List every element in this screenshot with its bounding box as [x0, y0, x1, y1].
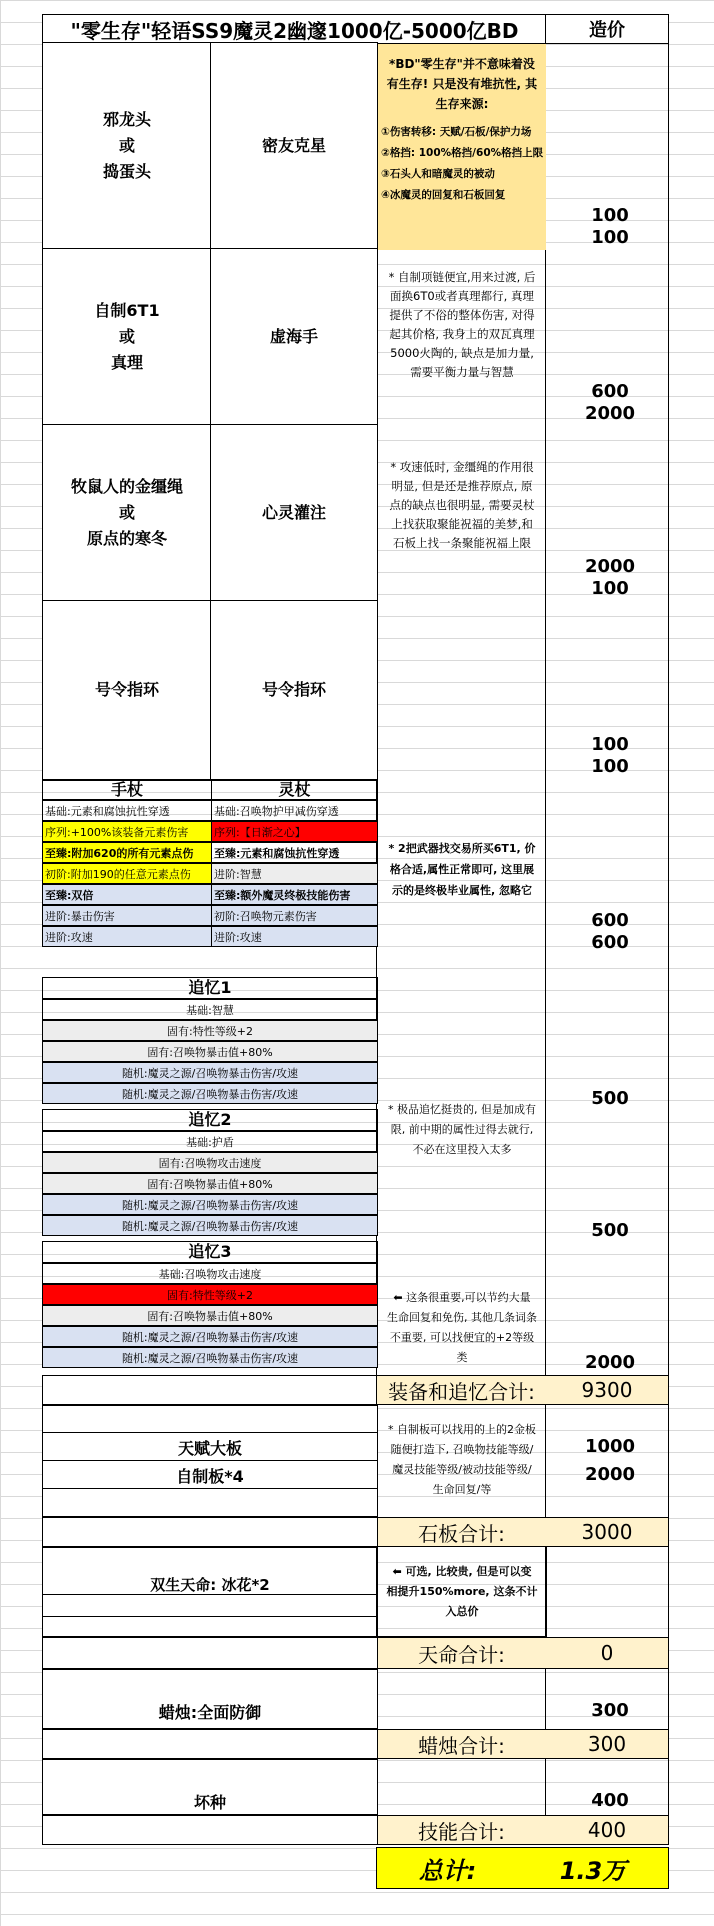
sheet-title: "零生存"轻语SS9魔灵2幽邃1000亿-5000亿BD: [42, 14, 547, 44]
staff-affix: 进阶:攻速: [42, 926, 212, 947]
fate-note-border: [376, 1547, 547, 1637]
candle-sum-value: 300: [587, 1732, 627, 1756]
amulet-note: * 自制项链便宜,用来过渡, 后 面换6T0或者真理都行, 真理 提供了不俗的整体伤害, 对得 起其价格, 我身上的双瓦真理 5000火陶的, 缺点是加力量, 需要平衡力量与智慧: [388, 270, 536, 379]
gear-sum-label: 装备和追忆合计:: [388, 1379, 535, 1404]
price-8: 100: [591, 756, 629, 777]
blank-row: [42, 1637, 378, 1669]
wand-affix: 基础:召唤物护甲减伤穿透: [211, 800, 378, 821]
gear-ring-1-cell: 号令指环: [42, 600, 212, 780]
slate-note: * 自制板可以找用的上的2金板 随便打造下, 召唤物技能等级/ 魔灵技能等级/被动技能等级/ 生命回复/等: [388, 1423, 536, 1496]
memory-3-line: 固有:召唤物暴击值+80%: [42, 1305, 378, 1326]
gear-helmet-cell: 邪龙头 或 捣蛋头: [42, 42, 212, 250]
skill-sum-row: [376, 1815, 669, 1845]
wand-affix: 至臻:额外魔灵终极技能伤害: [211, 884, 378, 905]
memory-3-line: 随机:魔灵之源/召唤物暴击伤害/攻速: [42, 1347, 378, 1368]
memory-1-line: 随机:魔灵之源/召唤物暴击伤害/攻速: [42, 1083, 378, 1104]
total-value: 1.3万: [559, 1856, 627, 1885]
blank-row: [42, 1517, 378, 1547]
staff-affix: 至臻:附加620的所有元素点伤: [42, 842, 212, 863]
wand-affix: 至臻:元素和腐蚀抗性穿透: [211, 842, 378, 863]
divider: [42, 1432, 378, 1433]
survival-note: *BD"零生存"并不意味着没 有生存! 只是没有堆抗性, 其 生存来源: ①伤害转移: 天赋/石板/保护力场 ②格挡: 100%格挡/60%格挡上限 ③石头人和暗魔灵的被动 ④冰魔灵的回复和石板回复: [378, 44, 546, 250]
price-1: 100: [591, 205, 629, 226]
memory-3-title: 追忆3: [42, 1241, 378, 1263]
staff-affix: 初阶:附加190的任意元素点伤: [42, 863, 212, 884]
slate-sum-row: [376, 1517, 669, 1547]
price-15: 2000: [584, 1464, 636, 1485]
memory-2-line: 随机:魔灵之源/召唤物暴击伤害/攻速: [42, 1194, 378, 1215]
memory-1-line: 基础:智慧: [42, 999, 378, 1020]
fate-sum-row: [376, 1637, 669, 1669]
gear-sum-row: [376, 1375, 669, 1405]
seed-item: 坏种: [193, 1793, 226, 1812]
gear-helmet-alt-cell: 密友克星: [210, 42, 378, 250]
memory-3-line: 随机:魔灵之源/召唤物暴击伤害/攻速: [42, 1326, 378, 1347]
price-9: 600: [591, 910, 629, 931]
memory-1-title: 追忆1: [42, 977, 378, 999]
slate-sum-value: 3000: [581, 1520, 633, 1544]
candle-sum-label: 蜡烛合计:: [418, 1733, 505, 1758]
divider: [42, 1616, 378, 1617]
gear-amulet-cell: 自制6T1 或 真理: [42, 248, 212, 426]
price-14: 1000: [584, 1436, 636, 1457]
slate-sum-label: 石板合计:: [418, 1521, 505, 1546]
price-10: 600: [591, 932, 629, 953]
gear-glove-cell: 虚海手: [210, 248, 378, 426]
wand-title: 灵杖: [211, 780, 378, 800]
blank-row: [42, 1729, 378, 1759]
gear-ring-2-cell: 号令指环: [210, 600, 378, 780]
staff-affix: 基础:元素和腐蚀抗性穿透: [42, 800, 212, 821]
memory-1-line: 随机:魔灵之源/召唤物暴击伤害/攻速: [42, 1062, 378, 1083]
divider: [42, 1488, 378, 1489]
price-16: 300: [591, 1700, 629, 1721]
memory-important-note: ⬅ 这条很重要,可以节约大量 生命回复和免伤, 其他几条词条 不重要, 可以找便宜的+2等级 类: [387, 1291, 537, 1364]
price-5: 2000: [584, 556, 636, 577]
memory-3-line: 基础:召唤物攻击速度: [42, 1263, 378, 1284]
price-3: 600: [591, 381, 629, 402]
memory-1-line: 固有:召唤物暴击值+80%: [42, 1041, 378, 1062]
custom-slate: 自制板*4: [176, 1467, 244, 1486]
price-11: 500: [591, 1088, 629, 1109]
blank-row: [42, 1375, 378, 1405]
memory-2-line: 基础:护盾: [42, 1131, 378, 1152]
weapon-note: * 2把武器找交易所买6T1, 价 格合适,属性正常即可, 这里展 示的是终极毕业属性, 忽略它: [388, 842, 536, 897]
wand-affix: 进阶:攻速: [211, 926, 378, 947]
wand-affix: 进阶:智慧: [211, 863, 378, 884]
price-12: 500: [591, 1220, 629, 1241]
memory-note: * 极品追忆挺贵的, 但是加成有 限, 前中期的属性过得去就行, 不必在这里投入太多: [388, 1103, 536, 1156]
blank-row: [42, 1815, 378, 1845]
memory-1-line: 固有:特性等级+2: [42, 1020, 378, 1041]
gear-sum-value: 9300: [581, 1378, 633, 1402]
memory-2-line: 固有:召唤物暴击值+80%: [42, 1173, 378, 1194]
memory-2-title: 追忆2: [42, 1109, 378, 1131]
wand-affix: 初阶:召唤物元素伤害: [211, 905, 378, 926]
total-row: [376, 1847, 669, 1889]
price-2: 100: [591, 227, 629, 248]
gear-boot-cell: 心灵灌注: [210, 424, 378, 602]
fate-sum-label: 天命合计:: [418, 1642, 505, 1667]
memory-2-line: 随机:魔灵之源/召唤物暴击伤害/攻速: [42, 1215, 378, 1236]
total-label: 总计:: [418, 1856, 477, 1885]
memory-2-line: 固有:召唤物攻击速度: [42, 1152, 378, 1173]
gear-belt-cell: 牧鼠人的金缰绳 或 原点的寒冬: [42, 424, 212, 602]
fate-sum-value: 0: [600, 1641, 614, 1665]
fate-item: 双生天命: 冰花*2: [150, 1576, 270, 1594]
price-column-header: 造价: [545, 14, 669, 44]
skill-sum-label: 技能合计:: [418, 1819, 505, 1844]
staff-affix: 至臻:双倍: [42, 884, 212, 905]
belt-note: * 攻速低时, 金缰绳的作用很 明显, 但是还是推荐原点, 原 点的缺点也很明显, 需要灵杖 上找获取聚能祝福的美梦,和 石板上找一条聚能祝福上限: [389, 460, 535, 550]
candle-item: 蜡烛:全面防御: [158, 1703, 262, 1722]
staff-affix: 序列:+100%该装备元素伤害: [42, 821, 212, 842]
staff-title: 手杖: [42, 780, 212, 800]
candle-sum-row: [376, 1729, 669, 1759]
price-4: 2000: [584, 403, 636, 424]
price-17: 400: [591, 1790, 629, 1811]
price-13: 2000: [584, 1352, 636, 1373]
price-6: 100: [591, 578, 629, 599]
skill-sum-value: 400: [587, 1818, 627, 1842]
slate-block: [42, 1405, 378, 1517]
wand-affix: 序列:【日渐之心】: [211, 821, 378, 842]
talent-slate: 天赋大板: [177, 1439, 242, 1458]
price-7: 100: [591, 734, 629, 755]
fate-note: ⬅ 可选, 比较贵, 但是可以变 相提升150%more, 这条不计 入总价: [386, 1565, 538, 1618]
staff-affix: 进阶:暴击伤害: [42, 905, 212, 926]
divider: [42, 1460, 378, 1461]
memory-3-line: 固有:特性等级+2: [42, 1284, 378, 1305]
